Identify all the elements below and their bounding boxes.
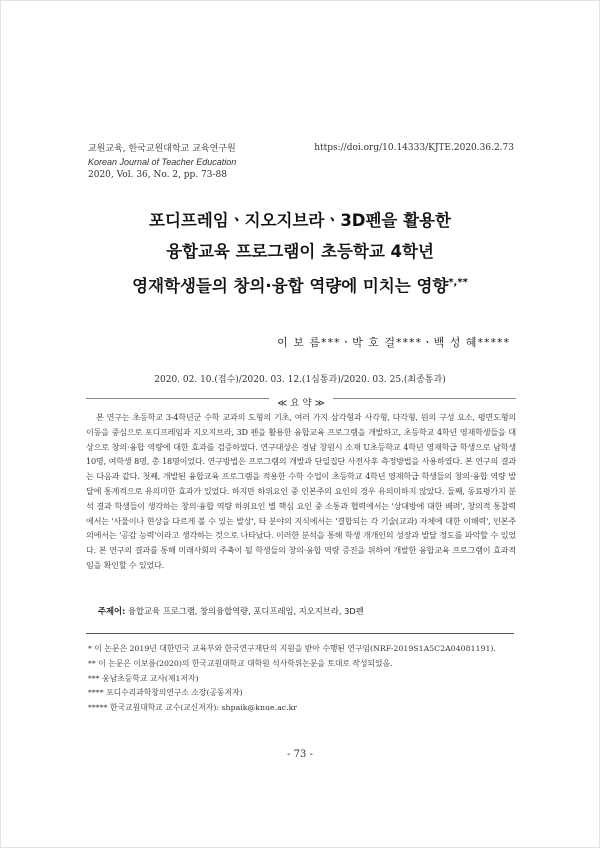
- journal-volume: 2020, Vol. 36, No. 2, pp. 73-88: [88, 170, 227, 180]
- journal-english-name: Korean Journal of Teacher Education: [88, 157, 237, 167]
- footnote-co-author: **** 포디수리과학창의연구소 소장(공동저자): [88, 688, 243, 698]
- title-line-3: [60, 267, 540, 302]
- title-line-3-text: 영재학생들의 창의·융합 역량에 미치는 영향: [132, 276, 449, 296]
- title-line-2: 융합교육 프로그램이 초등학교 4학년: [166, 242, 434, 261]
- keywords-label: 주제어:: [98, 606, 126, 616]
- footnote-first-author: *** 웅남초등학교 교사(제1저자): [88, 673, 199, 683]
- keywords-text: 융합교육 프로그램, 창의융합역량, 포디프레임, 지오지브라, 3D펜: [128, 606, 364, 616]
- journal-korean-name: 교원교육, 한국교원대학교 교육연구원: [88, 144, 236, 154]
- doi-link[interactable]: https://doi.org/10.14333/KJTE.2020.36.2.73: [314, 143, 514, 153]
- footnotes: [88, 642, 518, 716]
- page-number: - 73 -: [287, 749, 313, 760]
- submission-dates: 2020. 02. 10.(접수)/2020. 03. 12.(1심통과)/2020. 03. 25.(최종통과): [154, 375, 446, 385]
- footnote-rule: [86, 633, 514, 634]
- title-footnote-marker: *,**: [448, 277, 468, 288]
- paper-title: [60, 205, 540, 302]
- keywords: [98, 605, 364, 617]
- abstract-text: 본 연구는 초등학교 3-4학년군 수학 교과의 도형의 기초, 여러 가지 삼각형과 사각형, 다각형, 원의 구성 요소, 평면도형의 이동을 중심으로 포디프레임과 지오지브라, 3D 펜을 활용한 융합교육 프로그램을 개발하고, 초등학교 4학년 영재학생들을 대상으로 창의·융합 역량에 대한 효과를 검증하였다. 연구대상은 경남 창원시 소재 U초등학교 4학년 영재학급 학생으로 남학생 10명, 여학생 8명, 총 18명이었다. 연구방법은 프로그램의 개발과 단일집단 사전사후 측정방법을 사용하였다. 본 연구의 결과는 다음과 같다. 첫째, 개발된 융합교육 프로그램을 적용한 수학 수업이 초등학교 4학년 영재학급 학생들의 창의·융합 역량 발달에 통계적으로 유의미한 효과가 있었다. 하지만 하위요인 중 인본주의 요인의 경우 유의미하지 않았다. 둘째, 동료평가지 분석 결과 학생들이 생각하는 창의·융합 역량 하위요인 별 핵심 요인 중 소통과 협력에서는 '상대방에 대한 배려', 창의적 통찰력에서는 '사물이나 현상을 다르게 볼 수 있는 발상', 타 분야의 지식에서는 '결합되는 각 기술(교과) 자체에 대한 이해력', 인본주의에서는 '공감 능력'이라고 생각하는 것으로 나타났다. 이러한 분석을 통해 학생 개개인의 성장과 발달 정도를 파악할 수 있었다. 본 연구의 결과를 통해 미래사회의 주축이 될 학생들의 창의·융합 역량 증진을 위하여 개발한 융합교육 프로그램이 효과적임을 확인할 수 있었다.: [86, 412, 516, 570]
- footnote-corresponding-author: ***** 한국교원대학교 교수(교신저자): shpaik@knue.ac.kr: [88, 703, 298, 713]
- title-line-1: 포디프레임ㆍ지오지브라ㆍ3D펜을 활용한: [149, 211, 451, 230]
- footnote-thesis: ** 이 논문은 이보름(2020)의 한국교원대학교 대학원 석사학위논문을 토대로 작성되었음.: [88, 658, 393, 668]
- abstract-heading: [86, 391, 516, 410]
- author-list: 이 보 름***ㆍ박 호 걸****ㆍ백 성 혜*****: [277, 336, 510, 349]
- abstract-section: [86, 391, 516, 603]
- footnote-funding: * 이 논문은 2019년 대한민국 교육부와 한국연구재단의 지원을 받아 수행된 연구임(NRF-2019S1A5C2A04081191).: [88, 644, 496, 653]
- abstract-heading-text: ≪ 요 약 ≫: [269, 398, 332, 409]
- journal-header: [88, 143, 236, 182]
